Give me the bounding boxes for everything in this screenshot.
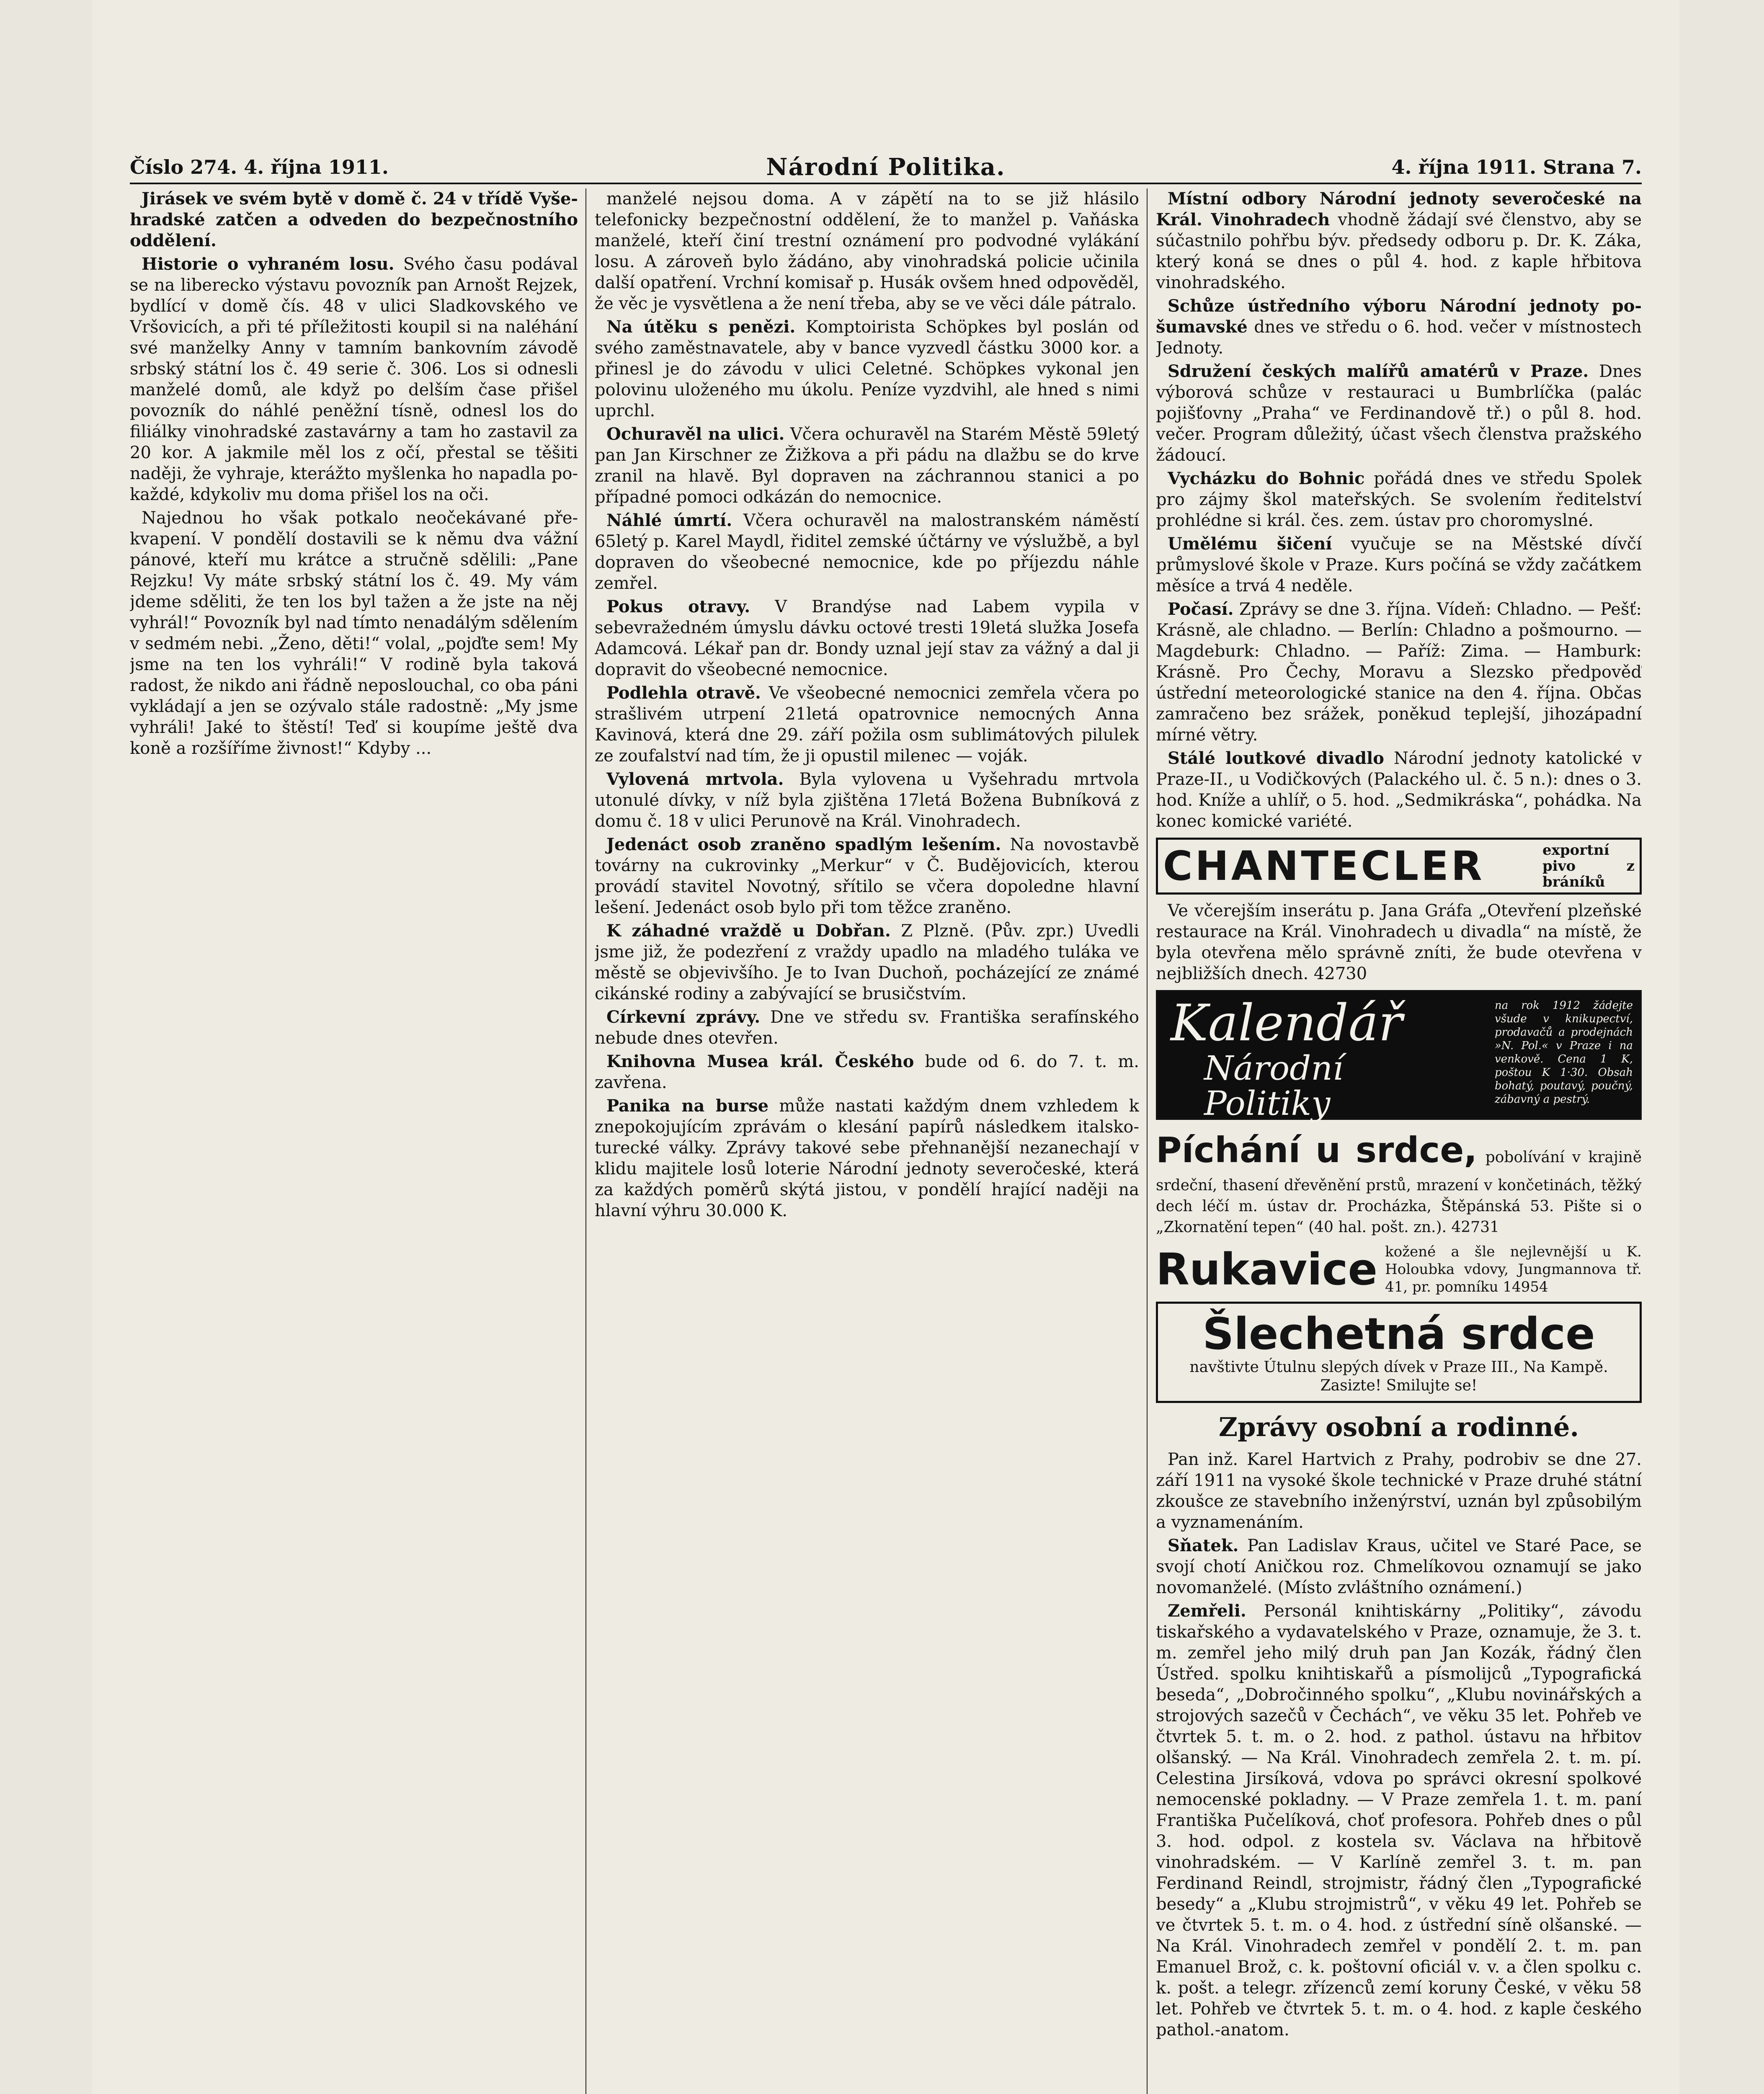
- article-scaffold: Jedenáct osob zraněno spadlým lešením. Na novostavbě továrny na cukrovinky „Merkur“ v Č. Budějovicích, kterou provádí stavitel Novotný, sřítilo se včera dopoledne hlavní lešení. Jedenáct osob bylo při tom těžce zraněno.: [595, 835, 1139, 917]
- article-lottery-end: manželé nejsou doma. A v zápětí na to se již hlásilo telefonicky bezpečnostní oddělení, že to manžel p. Vaňáska manželé, kteří činí trestní oznámení pro podvodné vylákání losu. A zároveň bylo žádáno, aby vinohradská policie učinila další opatření. Vrchní komisař p. Husák ovšem hned odpověděl, že věc je vysvětlena a že není třeba, aby se ve věci dále pátralo.: [595, 189, 1139, 313]
- article-poisoning: Pokus otravy. V Brandýse nad Labem vypila v sebevražedném úmyslu dávku octové tresti 19letá služka Josefa Adamcová. Lékař pan dr. Bondy uznal její stav za vážný a dal ji dopravit do všeobecné nemocnice.: [595, 597, 1139, 679]
- ad-kalendar-text: na rok 1912 žádejte všude v knikupectví, prodavačů a prodejnách »N. Pol.« v Praze i na venkově. Cena 1 K, poštou K 1·30. Obsah bohatý, poutavý, poučný, zábavný a pestrý.: [1495, 999, 1633, 1106]
- column-2: [595, 188, 1139, 2094]
- ad-heart: [1156, 1126, 1642, 1237]
- ad-heart-title: Píchání u srdce,: [1156, 1130, 1478, 1171]
- masthead-title: Národní Politika.: [766, 153, 1006, 181]
- notice-sewing: Umělému šičení vyučuje se na Městské dívčí průmyslové škole v Praze. Kurs počíná se vždy začátkem měsíce a trvá 4 neděle.: [1156, 534, 1642, 596]
- ad-heart-text: pobolívání v krajině srdeční, thasení dřevěnění prstů, mrazení v končetinách, těžký dech léčí m. ústav dr. Procházka, Štěpánská 53. Pište si o „Zkornatění tepen“ (40 hal. pošt. zn.). 42731: [1156, 1149, 1642, 1236]
- ad-kalendar: [1156, 990, 1642, 1123]
- article-sudden-death: Náhlé úmrtí. Včera ochuravěl na malostranském náměstí 65letý p. Karel Maydl, řiditel zemské účtárny ve výslužbě, a byl dopraven do všeobecné nemocnice, kde po příjezdu náhle zemřel.: [595, 511, 1139, 593]
- personal-deaths: Zemřeli. Personál knihtiskárny „Politiky“, závodu tiskařského a vydavatelského v Praze, oznamuje, že 3. t. m. zemřel jeho milý druh pan Jan Kozák, řádný člen Ústřed. spolku knihtiskařů a písmolijců „Typografická beseda“, „Dobročinného spolku“, „Klubu novinářských a strojových sazečů v Čechách“, ve věku 35 let. Pohřeb ve čtvrtek 5. t. m. o 2. hod. z pathol. ústavu na hřbitov olšanský. — Na Král. Vinohradech zemřela 2. t. m. pí. Celestina Jirsíková, vdova po správci okresní spolkové nemocenské pokladny. — V Praze zemřela 1. t. m. paní Františka Pučelíková, choť profesora. Pohřeb dnes o půl 3. hod. odpol. z kostela sv. Václava na hřbitově vinohradském. — V Karlíně zemřel 3. t. m. pan Ferdinand Reindl, strojmistr, řádný člen „Typografické besedy“ a „Klubu strojmistrů“, v věku 49 let. Pohřeb se ve čtvrtek 5. t. m. o 4. hod. z ústřední síně olšanské. — Na Král. Vinohradech zemřel v pondělí 2. t. m. pan Emanuel Brož, c. k. poštovní oficiál v. v. a člen spolku c. k. pošt. a telegr. zřízenců zemí koruny České, v věku 58 let. Pohřeb ve čtvrtek 5. t. m. o 4. hod. z kaple českého pathol.-anatom.: [1156, 1601, 1642, 2040]
- column-1: [130, 188, 578, 2094]
- article-succumbed: Podlehla otravě. Ve všeobecné nemocnici zemřela včera po strašlivém utrpení 21letá opatrovnice nemocných Anna Kavinová, která dne 29. září požila osm sublimátových pilulek ze zoufalství nad tím, že ji opustil milenec — voják.: [595, 683, 1139, 766]
- article-dobrany-murder: K záhadné vraždě u Dobřan. Z Plzně. (Pův. zpr.) Uvedli jsme již, že podezření z vraždy upadlo na mladého tuláka ve městě se objevivšího. Je to Ivan Duchoň, pocházející ze známé cikánské rodiny a zabývající se brusičstvím.: [595, 921, 1139, 1003]
- notice-sumava: Schůze ústředního výboru Národní jednoty pošumavské dnes ve středu o 6. hod. večer v místnostech Jednoty.: [1156, 296, 1642, 358]
- section-title-personal: Zprávy osobní a rodinné.: [1218, 1412, 1579, 1442]
- ad-chantecler-side: exportní pivo z bráníků: [1542, 842, 1635, 890]
- ad-chantecler-title: CHANTECLER: [1163, 843, 1485, 890]
- column-3: [1156, 188, 1642, 2094]
- header-rule: [130, 183, 1642, 184]
- personal-hartvich: Pan inž. Karel Hartvich z Prahy, podrobiv se dne 27. září 1911 na vysoké škole technické v Praze druhé státní zkoušce ze stavebního inženýrství, uznán byl způsobilým a vyznamenáním.: [1156, 1450, 1642, 1532]
- ad-noble-hearts-text: navštivte Útulnu slepých dívek v Praze III., Na Kampě. Zasizte! Smilujte se!: [1189, 1359, 1608, 1394]
- column-divider-2: [1147, 188, 1148, 2094]
- notice-bohnice: Vycházku do Bohnic pořádá dnes ve středu Spolek pro zájmy škol mateřských. Se svolením ředitelství prohlédne si král. čes. zem. ústav pro choromyslné.: [1156, 469, 1642, 530]
- article-lottery-cont: Najednou ho však potkalo neočekávané překvapení. V pondělí dostavili se k němu dva vážní pánové, kteří mu krátce a stručně sdělili: „Pane Rejzku! Vy máte srbský státní los č. 49. My vám jdeme sděliti, že ten los byl tažen a že jste na něj vyhrál!“ Povozník byl nad tímto nenadálým sdělením v sedmém nebi. „Ženo, děti!“ volal, „pojďte sem! My jsme na ten los vyhráli!“ V rodině byla taková radost, že nikdo ani řádně neposlouchal, co oba páni vykládají a jen se ozývalo stále radostně: „My jsme vyhráli! Jaké to štěstí! Teď si koupíme ještě dva koně a rozšíříme živnost!“ Kdyby ...: [130, 508, 578, 758]
- personal-wedding: Sňatek. Pan Ladislav Kraus, učitel ve Staré Pace, se svojí chotí Aničkou roz. Chmelíkovou oznamují se jako novomanželé. (Místo zvláštního oznámení.): [1156, 1536, 1642, 1597]
- article-museum-library: Knihovna Musea král. Českého bude od 6. do 7. t. m. zavřena.: [595, 1052, 1139, 1092]
- issue-date-left: Číslo 274. 4. října 1911.: [130, 156, 389, 178]
- article-jirasek: Jirásek ve svém bytě v domě č. 24 v třídě Vyšehradské zatčen a odveden do bezpečnostního oddělení.: [130, 189, 578, 250]
- ad-noble-hearts: [1156, 1302, 1642, 1403]
- ad-kalendar-title: Kalendář Národní Politiky: [1171, 994, 1403, 1123]
- article-stock-panic: Panika na burse může nastati každým dnem vzhledem k znepokojujícím zprávám o klesání papírů následkem italsko-turecké války. Zprávy takové sebe přehnanější nezanechají v klidu majitele losů loterie Národní jednoty severočeské, která za každých poměrů skýtá jistou, v pondělí hrající naději na hlavní výhru 30.000 K.: [595, 1096, 1139, 1220]
- newspaper-page: [92, 0, 1679, 2094]
- article-fall: Ochuravěl na ulici. Včera ochuravěl na Starém Městě 59letý pan Jan Kirschner ze Žižkova a při pádu na dlažbu se do krve zranil na hlavě. Byl dopraven na záchrannou stanici a po případné pomoci odkázán do nemocnice.: [595, 424, 1139, 507]
- notice-jednota: Místní odbory Národní jednoty severočeské na Král. Vinohradech vhodně žádají své členstvo, aby se súčastnilo pohřbu býv. předsedy odboru p. Dr. K. Záka, který koná se dnes o půl 4. hod. z kaple hřbitova vinohradského.: [1156, 189, 1642, 292]
- notice-painters: Sdružení českých malířů amatérů v Praze. Dnes výborová schůze v restauraci u Bumbrlíčka (palác pojišťovny „Praha“ ve Ferdinandově tř.) o půl 8. hod. večer. Program důležitý, účast všech členstva pražského žádoucí.: [1156, 361, 1642, 465]
- ad-gloves: [1156, 1243, 1642, 1296]
- date-page-right: 4. října 1911. Strana 7.: [1391, 156, 1642, 178]
- ad-gloves-title: Rukavice: [1156, 1244, 1378, 1295]
- ad-chantecler: [1156, 838, 1642, 895]
- ad-noble-hearts-title: Šlechetná srdce: [1202, 1308, 1595, 1359]
- notice-restaurant-correction: Ve včerejším inserátu p. Jana Gráfa „Otevření plzeňské restaurace na Král. Vinohradech u divadla“ na místě, že byla otevřena mělo správně zníti, že bude otevřena v nejbližších dnech. 42730: [1156, 901, 1642, 983]
- page-header: [130, 153, 1642, 181]
- notice-weather: Počasí. Zprávy se dne 3. října. Vídeň: Chladno. — Pešť: Krásně, ale chladno. — Berlín: Chladno a pošmourno. — Magdeburk: Chladno. — Paříž: Zima. — Hamburk: Krásně. Pro Čechy, Moravu a Slezsko předpověď ústřední meteorologické stanice na den 4. října. Občas zamračeno bez srážek, poněkud teplejší, jihozápadní mírné větry.: [1156, 599, 1642, 745]
- ad-gloves-text: kožené a šle nejlevnější u K. Holoubka vdovy, Jungmannova tř. 41, pr. pomníku 14954: [1385, 1243, 1642, 1295]
- column-divider-1: [585, 188, 586, 2094]
- article-church-news: Církevní zprávy. Dne ve středu sv. Františka serafínského nebude dnes otevřen.: [595, 1007, 1139, 1048]
- notice-puppet-theatre: Stálé loutkové divadlo Národní jednoty katolické v Praze-II., u Vodičkových (Palackého ul. č. 5 n.): dnes o 3. hod. Kníže a uhlíř, o 5. hod. „Sedmikráska“, pohádka. Na konec komické variété.: [1156, 748, 1642, 831]
- article-escape: Na útěku s penězi. Komptoirista Schöpkes byl poslán od svého zaměstnavatele, aby v bance vyzvedl částku 3000 kor. a přinesl je do závodu v ulici Celetné. Schöpkes vykonal jen polovinu uloženého mu úkolu. Peníze vyzdvihl, ale hned s nimi uprchl.: [595, 317, 1139, 420]
- article-lottery: Historie o vyhraném losu. Svého času podával se na liberecko výstavu povozník pan Arnošt Rejzek, bydlící v domě čís. 48 v ulici Sladkovského ve Vršovicích, a při té příležitosti koupil si na naléhání své manželky Anny v tamním bankovním závodě srbský státní los č. 49 serie č. 306. Los si odnesli manželé domů, ale když po delším čase přišel povozník do náhlé peněžní tísně, odnesl los do filiálky vinohradské zastavárny a tam ho zastavil za 20 kor. A jakmile měl los z očí, přestal se těšiti naději, že vyhraje, kterážto myšlenka ho napadla pokaždé, kdykoliv mu doma přišel los na oči.: [130, 254, 578, 504]
- article-drowned: Vylovená mrtvola. Byla vylovena u Vyšehradu mrtvola utonulé dívky, v níž byla zjištěna 17letá Božena Bubníková z domu č. 18 v ulici Perunově na Král. Vinohradech.: [595, 769, 1139, 831]
